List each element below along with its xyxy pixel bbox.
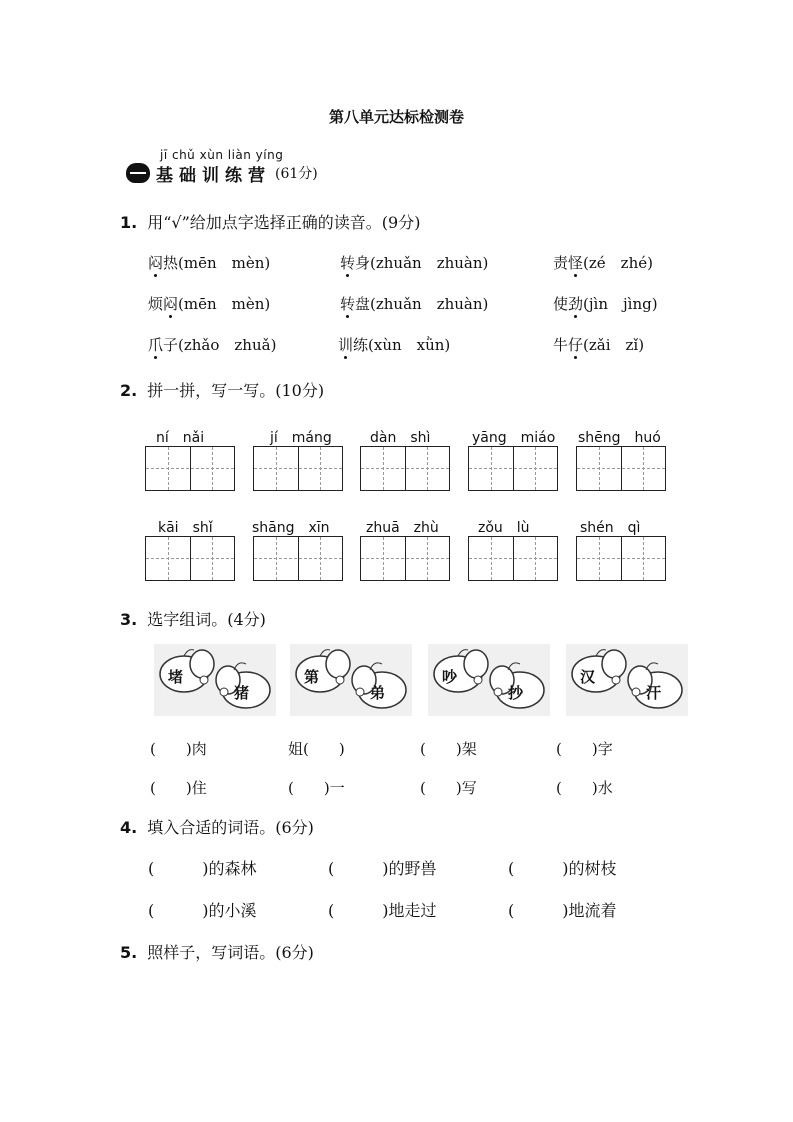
writing-grid[interactable] bbox=[468, 446, 558, 491]
pinyin-prompt: ní nǎi bbox=[156, 430, 205, 446]
reading-item[interactable]: 牛仔(zǎi zǐ) bbox=[553, 336, 645, 354]
reading-item[interactable]: 责怪(zé zhé) bbox=[553, 254, 653, 272]
word-blank[interactable]: ( )地走过 bbox=[328, 901, 437, 920]
reading-item[interactable]: 训练(xùn xǜn) bbox=[338, 336, 451, 354]
question-2 bbox=[120, 378, 324, 401]
butterfly-pair bbox=[154, 644, 276, 716]
word-blank[interactable]: ( )字 bbox=[556, 740, 613, 758]
question-text: 用“√”给加点字选择正确的读音。(9分) bbox=[147, 213, 421, 232]
writing-grid[interactable] bbox=[145, 446, 235, 491]
choice-char: 第 bbox=[304, 668, 320, 686]
writing-grid[interactable] bbox=[576, 536, 666, 581]
word-blank[interactable]: ( )肉 bbox=[150, 740, 207, 758]
question-number: 2. bbox=[120, 381, 138, 400]
section-pinyin: jī chǔ xùn liàn yíng bbox=[160, 148, 284, 162]
page-title: 第八单元达标检测卷 bbox=[328, 108, 464, 126]
writing-grid[interactable] bbox=[145, 536, 235, 581]
question-text: 填入合适的词语。(6分) bbox=[147, 818, 314, 837]
pinyin-prompt: jí máng bbox=[270, 430, 332, 446]
reading-item[interactable]: 转身(zhuǎn zhuàn) bbox=[340, 254, 489, 272]
choice-char: 汗 bbox=[646, 684, 662, 702]
pinyin-prompt: zǒu lù bbox=[478, 520, 530, 536]
pinyin-prompt: yāng miáo bbox=[472, 430, 556, 446]
pinyin-prompt: shēng huó bbox=[578, 430, 661, 446]
word-blank[interactable]: ( )的小溪 bbox=[148, 901, 257, 920]
writing-grid[interactable] bbox=[576, 446, 666, 491]
writing-grid[interactable] bbox=[468, 536, 558, 581]
question-1 bbox=[120, 210, 420, 233]
question-number: 3. bbox=[120, 610, 138, 629]
pinyin-prompt: zhuā zhù bbox=[366, 520, 439, 536]
question-4 bbox=[120, 815, 314, 838]
question-number: 5. bbox=[120, 943, 138, 962]
reading-item[interactable]: 爪子(zhǎo zhuǎ) bbox=[148, 336, 277, 354]
word-blank[interactable]: ( )住 bbox=[150, 779, 207, 797]
pinyin-prompt: dàn shì bbox=[370, 430, 431, 446]
question-3 bbox=[120, 607, 266, 630]
question-text: 照样子，写词语。(6分) bbox=[147, 943, 314, 962]
writing-grid[interactable] bbox=[253, 536, 343, 581]
butterfly-pair bbox=[428, 644, 550, 716]
reading-item[interactable]: 使劲(jìn jìng) bbox=[553, 295, 658, 313]
section-title: 基础训练营 bbox=[156, 165, 271, 186]
section-number-one-icon bbox=[126, 163, 150, 183]
section-score: (61分) bbox=[275, 166, 318, 182]
butterfly-pair bbox=[566, 644, 688, 716]
question-text: 拼一拼，写一写。(10分) bbox=[147, 381, 325, 400]
choice-char: 弟 bbox=[370, 684, 386, 702]
question-5 bbox=[120, 940, 314, 963]
writing-grid[interactable] bbox=[253, 446, 343, 491]
pinyin-prompt: shāng xīn bbox=[252, 520, 330, 536]
pinyin-prompt: kāi shǐ bbox=[158, 520, 213, 536]
word-blank[interactable]: 姐( ) bbox=[288, 740, 345, 758]
choice-char: 堵 bbox=[168, 668, 184, 686]
reading-item[interactable]: 闷热(mēn mèn) bbox=[148, 254, 271, 272]
word-blank[interactable]: ( )一 bbox=[288, 779, 345, 797]
word-blank[interactable]: ( )写 bbox=[420, 779, 477, 797]
choice-char: 汉 bbox=[580, 668, 596, 686]
word-blank[interactable]: ( )的森林 bbox=[148, 859, 257, 878]
question-number: 1. bbox=[120, 213, 138, 232]
word-blank[interactable]: ( )的树枝 bbox=[508, 859, 617, 878]
section-header bbox=[126, 162, 318, 184]
reading-item[interactable]: 烦闷(mēn mèn) bbox=[148, 295, 271, 313]
butterfly-pair bbox=[290, 644, 412, 716]
question-text: 选字组词。(4分) bbox=[147, 610, 266, 629]
pinyin-prompt: shén qì bbox=[580, 520, 641, 536]
choice-char: 吵 bbox=[442, 668, 458, 686]
word-blank[interactable]: ( )的野兽 bbox=[328, 859, 437, 878]
word-blank[interactable]: ( )地流着 bbox=[508, 901, 617, 920]
word-blank[interactable]: ( )水 bbox=[556, 779, 613, 797]
word-blank[interactable]: ( )架 bbox=[420, 740, 477, 758]
writing-grid[interactable] bbox=[360, 536, 450, 581]
question-number: 4. bbox=[120, 818, 138, 837]
choice-char: 猪 bbox=[234, 684, 250, 702]
choice-char: 抄 bbox=[508, 684, 524, 702]
writing-grid[interactable] bbox=[360, 446, 450, 491]
reading-item[interactable]: 转盘(zhuǎn zhuàn) bbox=[340, 295, 489, 313]
